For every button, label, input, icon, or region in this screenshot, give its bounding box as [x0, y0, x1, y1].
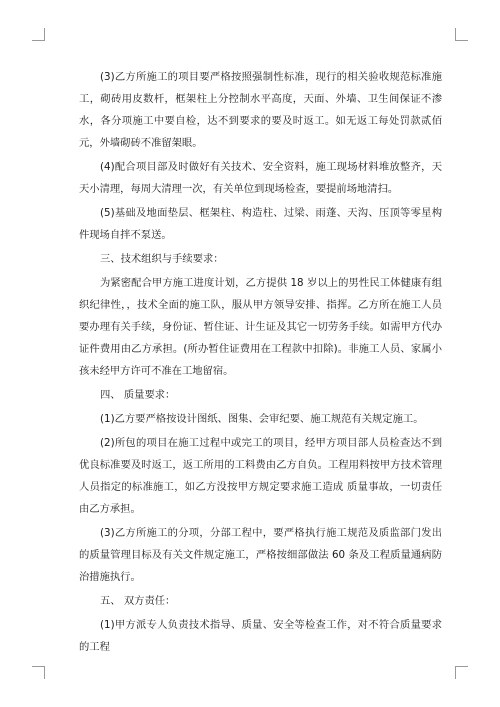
crop-mark-top-left: [32, 28, 45, 41]
paragraph-quality-1: (1)乙方要严格按设计图纸、图集、会审纪要、施工规范有关规定施工。: [100, 413, 424, 425]
crop-mark-bottom-right: [455, 666, 468, 679]
paragraph-responsibility-1: (1)甲方派专人负责技术指导、质量、安全等检查工作，对不符合质量要求的工程: [79, 619, 442, 653]
crop-mark-bottom-left: [32, 666, 45, 679]
paragraph-5: (5)基础及地面垫层、框架柱、构造柱、过梁、雨蓬、天沟、压顶等零星构件现场自拌不泵送。: [79, 207, 442, 241]
document-body: [79, 66, 442, 658]
paragraph-technical: 为紧密配合甲方施工进度计划，乙方提供 18 岁以上的男性民工体健康有组织纪律性，，技术全面的施工队，服从甲方领导安排、指挥。乙方所在施工人员要办理有关手续，身份证、暂住证、计生证及其它一切劳务手续。如需甲方代办证件费用由乙方承担。(所办暂住证费用在工程款中扣除)。非施工人员、家属小孩未经甲方许可不准在工地留宿。: [79, 277, 442, 377]
section-heading-responsibility: 五、 双方责任：: [100, 595, 176, 607]
section-heading-quality: 四、 质量要求：: [100, 389, 176, 401]
paragraph-3: (3)乙方所施工的项目要严格按照强制性标准，现行的相关验收规范标准施工，砌砖用皮数杆，框架柱上分控制水平高度，天面、外墙、卫生间保证不渗水，各分项施工中要自检，达不到要求的要及时返工。如无返工每处罚款贰佰元，外墙砌砖不准留架眼。: [79, 71, 442, 149]
paragraph-quality-2: (2)所包的项目在施工过程中或完工的项目，经甲方项目部人员检查达不到优良标准要及时返工，返工所用的工料费由乙方自负。工程用料按甲方技术管理人员指定的标准施工，如乙方没按甲方规定要求施工造成 质量事故，一切责任由乙方承担。: [79, 437, 442, 515]
crop-mark-top-right: [455, 28, 468, 41]
paragraph-quality-3: (3)乙方所施工的分项，分部工程中，要严格执行施工规范及质监部门发出的质量管理目标及有关文件规定施工，严格按细部做法 60 条及工程质量通病防治措施执行。: [79, 527, 442, 583]
paragraph-4: (4)配合项目部及时做好有关技术、安全资料，施工现场材料堆放整齐，天天小清理，每周大清理一次，有关单位到现场检查，要提前场地清扫。: [79, 161, 442, 195]
section-heading-technical: 三、技术组织与手续要求：: [100, 253, 224, 265]
